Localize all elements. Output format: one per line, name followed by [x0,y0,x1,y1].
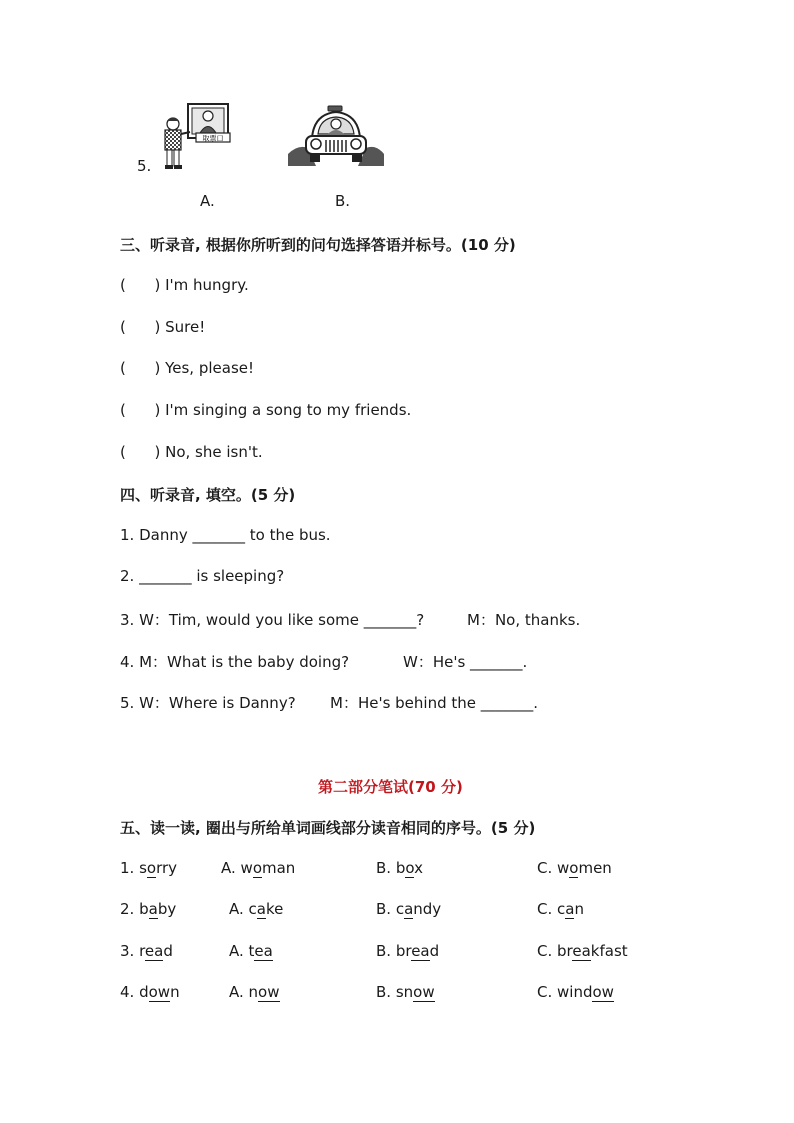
option-b[interactable]: B. snow [376,983,435,1001]
option-a[interactable]: A. cake [229,900,284,918]
fill-blank-item[interactable]: 2. _______ is sleeping? [120,567,285,585]
option-b[interactable]: B. candy [376,900,442,918]
option-a[interactable]: A. now [229,983,280,1001]
fill-blank-item: 4. M：What is the baby doing? [120,653,350,671]
answer-text: Sure! [165,318,206,336]
answer-text: I'm singing a song to my friends. [165,401,412,419]
ticket-window-picture [160,102,238,174]
option-c[interactable]: C. can [537,900,584,918]
fill-blank-response[interactable]: M：He's behind the _______. [330,694,539,712]
target-word: 4. down [120,983,180,1001]
section3-item [120,359,254,377]
section3-item [120,443,263,461]
option-c[interactable]: C. window [537,983,614,1001]
target-word: 3. read [120,942,173,960]
fill-blank-item[interactable]: 3. W：Tim, would you like some _______? [120,611,425,629]
sign-text: 取票口 [202,134,224,143]
answer-bracket[interactable]: ( ) [120,318,161,336]
taxi-picture [288,104,384,170]
section3-title: 三、听录音, 根据你所听到的问句选择答语并标号。(10 分) [120,236,516,254]
answer-bracket[interactable]: ( ) [120,276,161,294]
option-c[interactable]: C. women [537,859,612,877]
answer-text: No, she isn't. [165,443,263,461]
section5-title: 五、读一读, 圈出与所给单词画线部分读音相同的序号。(5 分) [120,819,536,837]
answer-text: I'm hungry. [165,276,249,294]
section3-item [120,276,249,294]
option-c[interactable]: C. breakfast [537,942,628,960]
fill-blank-item[interactable]: 1. Danny _______ to the bus. [120,526,331,544]
section3-item [120,318,205,336]
fill-blank-response[interactable]: W：He's _______. [403,653,528,671]
fill-blank-item: 5. W：Where is Danny? [120,694,296,712]
option-a[interactable]: A. tea [229,942,273,960]
fill-blank-response: M：No, thanks. [467,611,581,629]
answer-bracket[interactable]: ( ) [120,443,161,461]
section3-item [120,401,411,419]
option-a[interactable]: A. woman [221,859,296,877]
q5-option-b: B. [335,192,351,210]
q5-number: 5. [137,157,152,175]
answer-text: Yes, please! [165,359,255,377]
option-b[interactable]: B. bread [376,942,440,960]
target-word: 1. sorry [120,859,178,877]
target-word: 2. baby [120,900,177,918]
part2-title: 第二部分笔试(70 分) [318,778,463,796]
section4-title: 四、听录音, 填空。(5 分) [120,486,296,504]
option-b[interactable]: B. box [376,859,423,877]
answer-bracket[interactable]: ( ) [120,359,161,377]
answer-bracket[interactable]: ( ) [120,401,161,419]
q5-option-a: A. [200,192,215,210]
